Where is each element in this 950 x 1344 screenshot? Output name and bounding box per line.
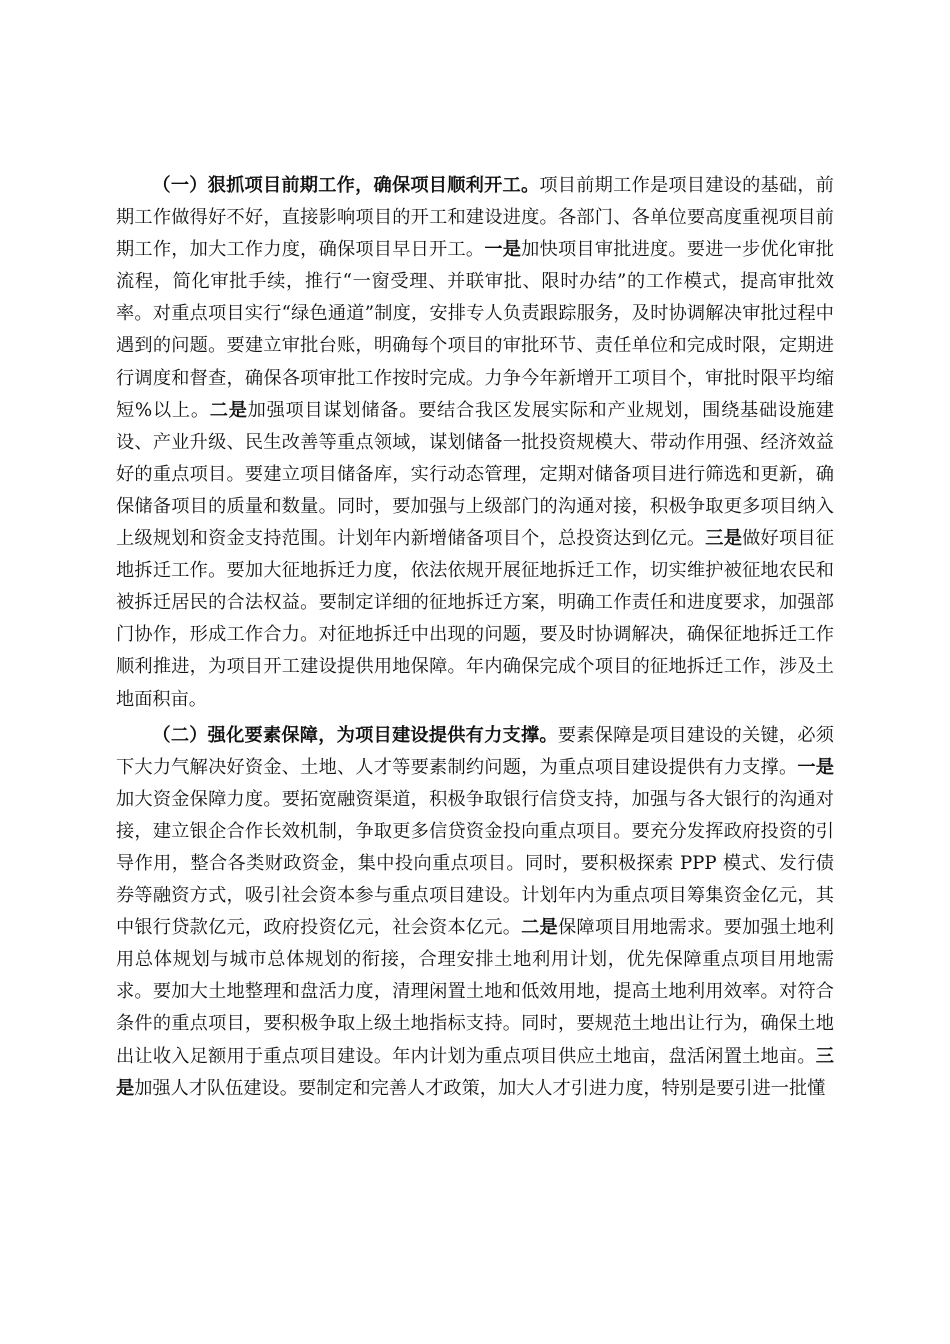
point-marker-first: 一是: [797, 756, 834, 778]
body-text: 加快项目审批进度。要进一步优化审批流程，简化审批手续，推行“一窗受理、并联审批、限时办结”的工作模式，提高审批效率。对重点项目实行“绿色通道”制度，安排专人负责跟踪服务，及时协调解决审批过程中遇到的问题。要建立审批台账，明确每个项目的审批环节、责任单位和完成时限，定期进行调度和督查，确保各项审批工作按时完成。力争今年新增开工项目个，审批时限平均缩短%以上。: [116, 239, 834, 421]
body-text: 要素保障是项目建设的关键，必须下大力气解决好资金、土地、人才等要素制约问题，为重点项目建设提供有力支撑。: [116, 724, 834, 778]
section-heading-1: （一）狠抓项目前期工作，确保项目顺利开工。: [152, 175, 540, 196]
section-heading-2: （二）强化要素保障，为项目建设提供有力支撑。: [152, 724, 558, 746]
body-text: 加强项目谋划储备。要结合我区发展实际和产业规划，围绕基础设施建设、产业升级、民生改善等重点领域，谋划储备一批投资规模大、带动作用强、经济效益好的重点项目。要建立项目储备库，实行动态管理，定期对储备项目进行筛选和更新，确保储备项目的质量和数量。同时，要加强与上级部门的沟通对接，积极争取更多项目纳入上级规划和资金支持范围。计划年内新增储备项目个，总投资达到亿元。: [116, 399, 834, 550]
body-text: 项目前期工作是项目建设的基础，前期工作做得好不好，直接影响项目的开工和建设进度。各部门、各单位要高度重视项目前期工作，加大工作力度，确保项目早日开工。: [116, 175, 834, 261]
point-marker-second: 二是: [209, 399, 248, 421]
paragraph-1: [116, 170, 834, 716]
point-marker-first: 一是: [484, 239, 522, 261]
point-marker-third: 三是: [705, 528, 743, 550]
point-marker-third: 三是: [116, 1045, 834, 1099]
body-text: 保障项目用地需求。要加强土地利用总体规划与城市总体规划的衔接，合理安排土地利用计划，优先保障重点项目用地需求。要加大土地整理和盘活力度，清理闲置土地和低效用地，提高土地利用效率。对符合条件的重点项目，要积极争取上级土地指标支持。同时，要规范土地出让行为，确保土地出让收入足额用于重点项目建设。年内计划为重点项目供应土地亩，盘活闲置土地亩。: [116, 917, 834, 1067]
paragraph-2: [116, 720, 834, 1105]
body-text: 加强人才队伍建设。要制定和完善人才政策，加大人才引进力度，特别是要引进一批懂: [134, 1077, 826, 1099]
document-body: [116, 170, 834, 1109]
point-marker-second: 二是: [521, 917, 558, 939]
body-text: 加大资金保障力度。要拓宽融资渠道，积极争取银行信贷支持，加强与各大银行的沟通对接，建立银企合作长效机制，争取更多信贷资金投向重点项目。要充分发挥政府投资的引导作用，整合各类财政资金，集中投向重点项目。同时，要积极探索 PPP 模式、发行债券等融资方式，吸引社会资本参与重点项目建设。计划年内为重点项目筹集资金亿元，其中银行贷款亿元，政府投资亿元，社会资本亿元。: [116, 788, 834, 939]
body-text: 做好项目征地拆迁工作。要加大征地拆迁力度，依法依规开展征地拆迁工作，切实维护被征地农民和被拆迁居民的合法权益。要制定详细的征地拆迁方案，明确工作责任和进度要求，加强部门协作，形成工作合力。对征地拆迁中出现的问题，要及时协调解决，确保征地拆迁工作顺利推进，为项目开工建设提供用地保障。年内确保完成个项目的征地拆迁工作，涉及土地面积亩。: [116, 528, 834, 710]
